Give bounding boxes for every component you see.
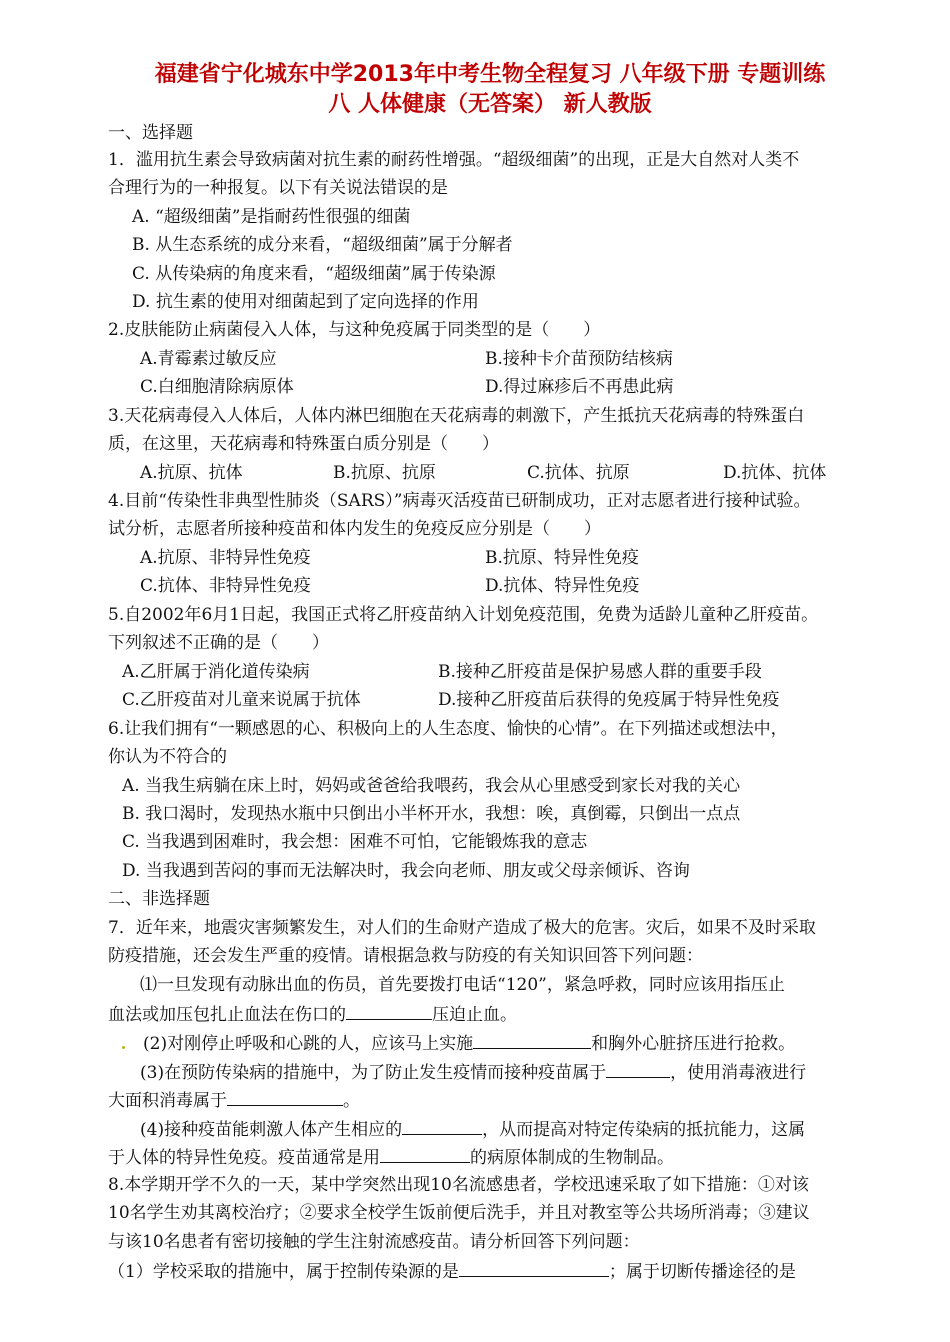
q7-part4-text-middle: ，从而提高对特定传染病的抵抗能力，这属 [482, 1120, 806, 1140]
q3-option-b: B.抗原、抗原 [333, 463, 436, 483]
section-heading-choice: 一、选择题 [108, 123, 193, 143]
q3-option-d: D.抗体、抗体 [723, 463, 827, 483]
q7-part4-text-before: (4)接种疫苗能刺激人体产生相应的 [140, 1120, 403, 1140]
q7-part2-text-before: (2)对刚停止呼吸和心跳的人，应该马上实施 [143, 1034, 474, 1054]
q5-option-c: C.乙肝疫苗对儿童来说属于抗体 [122, 690, 361, 710]
q7-part1-line2 [108, 1001, 517, 1025]
q7-part3-text-before-2: 大面积消毒属于 [108, 1091, 227, 1111]
q2-option-c: C.白细胞清除病原体 [140, 377, 294, 397]
q8-part1-text-before: （1）学校采取的措施中，属于控制传染源的是 [108, 1262, 459, 1282]
q5-option-d: D.接种乙肝疫苗后获得的免疫属于特异性免疫 [438, 690, 780, 710]
q6-stem-line1: 6.让我们拥有“一颗感恩的心、积极向上的人生态度、愉快的心情”。在下列描述或想法中， [108, 719, 788, 739]
document-title [100, 60, 880, 120]
q2-option-a: A.青霉素过敏反应 [140, 349, 277, 369]
q6-option-a: A. 当我生病躺在床上时，妈妈或爸爸给我喂药，我会从心里感受到家长对我的关心 [122, 776, 741, 796]
q2-option-d: D.得过麻疹后不再患此病 [485, 377, 674, 397]
q7-part4-line1 [140, 1116, 805, 1140]
title-line-1: 福建省宁化城东中学2013年中考生物全程复习 八年级下册 专题训练 [154, 62, 826, 87]
q7-part4-answer-blank-2[interactable] [380, 1144, 470, 1163]
q7-part2-line [122, 1030, 795, 1054]
q2-stem: 2.皮肤能防止病菌侵入人体，与这种免疫属于同类型的是（ ） [108, 320, 601, 340]
q7-part4-text-after: 的病原体制成的生物制品。 [470, 1148, 674, 1168]
q8-part1-line [108, 1258, 796, 1282]
q4-stem-line1: 4.目前“传染性非典型性肺炎（SARS）”病毒灭活疫苗已研制成功，正对志愿者进行接种试验。 [108, 491, 811, 511]
q6-stem-line2: 你认为不符合的 [108, 747, 227, 767]
q7-part1-answer-blank[interactable] [346, 1001, 432, 1020]
q7-part3-answer-blank-2[interactable] [227, 1087, 343, 1106]
title-line-2: 八 人体健康（无答案） 新人教版 [328, 92, 652, 117]
stray-dot-mark [122, 1046, 125, 1049]
q4-stem-line2: 试分析，志愿者所接种疫苗和体内发生的免疫反应分别是（ ） [108, 519, 601, 539]
q1-option-c: C. 从传染病的角度来看，“超级细菌”属于传染源 [132, 264, 496, 284]
q7-part4-text-before-2: 于人体的特异性免疫。疫苗通常是用 [108, 1148, 380, 1168]
q7-part3-text-after: 。 [343, 1091, 360, 1111]
q7-stem-line2: 防疫措施，还会发生严重的疫情。请根据急救与防疫的有关知识回答下列问题： [108, 946, 703, 966]
q7-part2-text-after: 和胸外心脏挤压进行抢救。 [591, 1034, 796, 1054]
q1-stem-line2: 合理行为的一种报复。以下有关说法错误的是 [108, 178, 448, 198]
q8-stem-line2: 10名学生劝其离校治疗；②要求全校学生饭前便后洗手，并且对教室等公共场所消毒；③建议 [108, 1203, 810, 1223]
q7-part2-answer-blank[interactable] [473, 1030, 591, 1049]
q6-option-d: D. 当我遇到苦闷的事而无法解决时，我会向老师、朋友或父母亲倾诉、咨询 [122, 861, 690, 881]
q8-stem-line1: 8.本学期开学不久的一天，某中学突然出现10名流感患者，学校迅速采取了如下措施：①对该 [108, 1175, 809, 1195]
q3-stem-line2: 质，在这里，天花病毒和特殊蛋白质分别是（ ） [108, 434, 499, 454]
q7-part3-text-before: (3)在预防传染病的措施中，为了防止发生疫情而接种疫苗属于 [140, 1063, 607, 1083]
q2-option-b: B.接种卡介苗预防结核病 [485, 349, 673, 369]
q4-option-c: C.抗体、非特异性免疫 [140, 576, 311, 596]
q8-part1-answer-blank[interactable] [459, 1258, 609, 1277]
q7-part1-text-after: 压迫止血。 [432, 1005, 517, 1025]
q4-option-a: A.抗原、非特异性免疫 [140, 548, 311, 568]
q5-option-b: B.接种乙肝疫苗是保护易感人群的重要手段 [438, 662, 762, 682]
q4-option-d: D.抗体、特异性免疫 [485, 576, 640, 596]
q7-part3-line1 [140, 1059, 806, 1083]
q3-option-a: A.抗原、抗体 [140, 463, 243, 483]
q8-part1-text-after: ；属于切断传播途径的是 [608, 1262, 796, 1282]
q7-part4-line2 [108, 1144, 674, 1168]
section-heading-nonchoice: 二、非选择题 [108, 889, 210, 909]
q3-option-c: C.抗体、抗原 [527, 463, 630, 483]
q5-stem-line1: 5.自2002年6月1日起，我国正式将乙肝疫苗纳入计划免疫范围，免费为适龄儿童种乙肝疫苗。 [108, 605, 819, 625]
q5-stem-line2: 下列叙述不正确的是（ ） [108, 633, 329, 653]
q1-option-a: A. “超级细菌”是指耐药性很强的细菌 [132, 207, 411, 227]
q1-stem-line1: 1．滥用抗生素会导致病菌对抗生素的耐药性增强。“超级细菌”的出现，正是大自然对人类不 [108, 150, 800, 170]
q7-part3-line2 [108, 1087, 360, 1111]
q5-option-a: A.乙肝属于消化道传染病 [122, 662, 310, 682]
q7-stem-line1: 7．近年来，地震灾害频繁发生，对人们的生命财产造成了极大的危害。灾后，如果不及时采取 [108, 918, 816, 938]
q6-option-b: B. 我口渴时，发现热水瓶中只倒出小半杯开水，我想：唉，真倒霉，只倒出一点点 [122, 804, 741, 824]
q1-option-d: D. 抗生素的使用对细菌起到了定向选择的作用 [132, 292, 479, 312]
q3-stem-line1: 3.天花病毒侵入人体后，人体内淋巴细胞在天花病毒的刺激下，产生抵抗天花病毒的特殊蛋白 [108, 406, 805, 426]
q8-stem-line3: 与该10名患者有密切接触的学生注射流感疫苗。请分析回答下列问题： [108, 1232, 640, 1252]
q7-part3-answer-blank-1[interactable] [606, 1059, 670, 1078]
q7-part4-answer-blank-1[interactable] [402, 1116, 482, 1135]
q7-part1-line1: ⑴一旦发现有动脉出血的伤员，首先要拨打电话“120”，紧急呼救，同时应该用指压止 [140, 975, 785, 995]
q4-option-b: B.抗原、特异性免疫 [485, 548, 639, 568]
q7-part1-text-before: 血法或加压包扎止血法在伤口的 [108, 1005, 346, 1025]
q1-option-b: B. 从生态系统的成分来看，“超级细菌”属于分解者 [132, 235, 513, 255]
q6-option-c: C. 当我遇到困难时，我会想：困难不可怕，它能锻炼我的意志 [122, 832, 588, 852]
q7-part3-text-middle: ，使用消毒液进行 [670, 1063, 807, 1083]
